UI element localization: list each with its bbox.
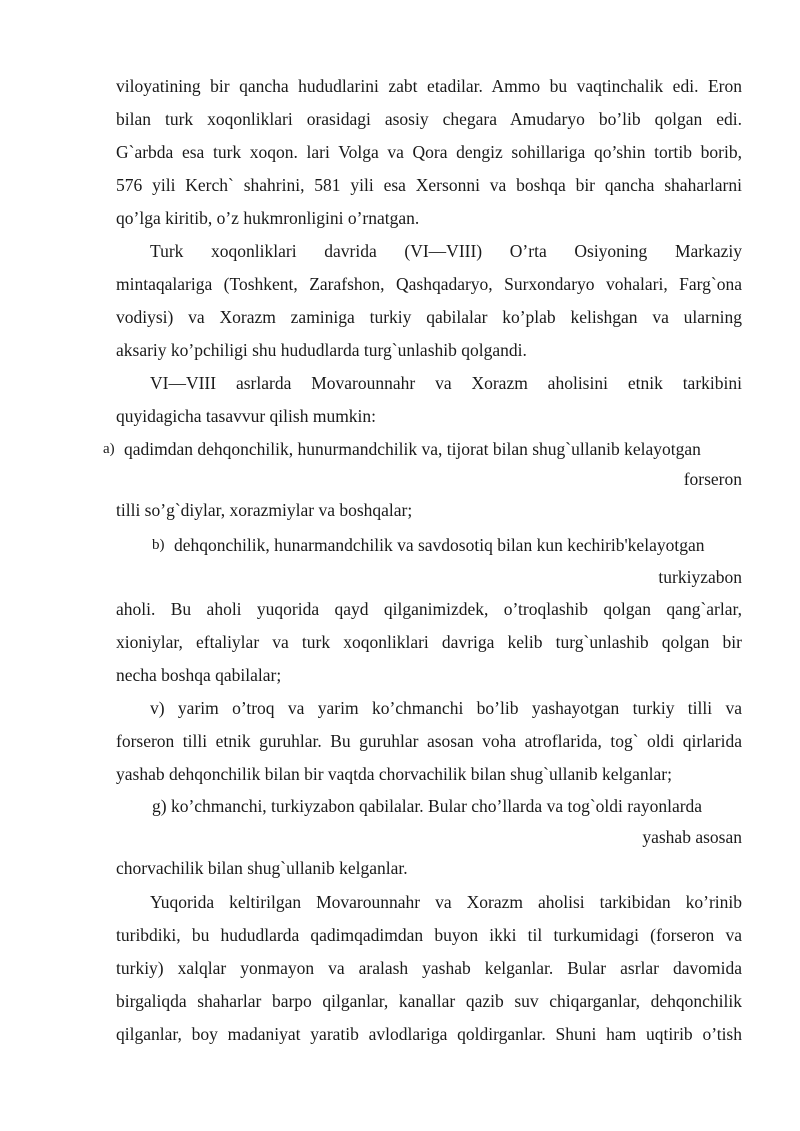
text-line: forseron tilli etnik guruhlar. Bu guruhlar asosan voha atroflarida, tog` oldi qirlarida [116, 731, 742, 751]
list-marker-b: b) [152, 537, 165, 553]
list-item-b-line: dehqonchilik, hunarmandchilik va savdosotiq bilan kun kechirib'kelayotgan [174, 535, 705, 555]
text-line: G`arbda esa turk xoqon. lari Volga va Qora dengiz sohillariga qo’shin tortib borib, [116, 142, 742, 162]
text-line: necha boshqa qabilalar; [116, 665, 282, 685]
text-line: viloyatining bir qancha hududlarini zabt etadilar. Ammo bu vaqtinchalik edi. Eron [116, 76, 742, 96]
text-line: mintaqalariga (Toshkent, Zarafshon, Qashqadaryo, Surxondaryo vohalari, Farg`ona [116, 274, 742, 294]
text-line: turkiy) xalqlar yonmayon va aralash yashab kelganlar. Bular asrlar davomida [116, 958, 742, 978]
text-line: yashab dehqonchilik bilan bir vaqtda chorvachilik bilan shug`ullanib kelganlar; [116, 764, 672, 784]
text-line: turkiyzabon [658, 567, 742, 587]
text-line: aholi. Bu aholi yuqorida qayd qilganimizdek, o’troqlashib qolgan qang`arlar, [116, 599, 742, 619]
list-item-g-line: g) ko’chmanchi, turkiyzabon qabilalar. Bular cho’llarda va tog`oldi rayonlarda [152, 796, 703, 816]
text-line: xioniylar, eftaliylar va turk xoqonliklari davriga kelib turg`unlashib qolgan bir [116, 632, 742, 652]
text-line: quyidagicha tasavvur qilish mumkin: [116, 406, 377, 426]
text-line: vodiysi) va Xorazm zaminiga turkiy qabilalar ko’plab kelishgan va ularning [116, 307, 742, 327]
text-line: turibdiki, bu hududlarda qadimqadimdan buyon ikki til turkumidagi (forseron va [116, 925, 742, 945]
list-marker-a: a) [103, 441, 115, 457]
text-line: chorvachilik bilan shug`ullanib kelganlar. [116, 858, 408, 878]
text-line: qilganlar, boy madaniyat yaratib avlodlariga qoldirganlar. Shuni ham uqtirib o’tish [116, 1024, 742, 1044]
paragraph-first-line: VI—VIII asrlarda Movarounnahr va Xorazm aholisini etnik tarkibini [150, 373, 742, 393]
text-line: forseron [683, 469, 742, 489]
text-line: yashab asosan [642, 827, 742, 847]
text-line: bilan turk xoqonliklari orasidagi asosiy chegara Amudaryo bo’lib qolgan edi. [116, 109, 742, 129]
text-line: birgaliqda shaharlar barpo qilganlar, kanallar qazib suv chiqarganlar, dehqonchilik [116, 991, 742, 1011]
text-line: tilli so’g`diylar, xorazmiylar va boshqalar; [116, 500, 413, 520]
paragraph-first-line: Yuqorida keltirilgan Movarounnahr va Xorazm aholisi tarkibidan ko’rinib [150, 892, 742, 912]
paragraph-first-line: Turk xoqonliklari davrida (VI—VIII) O’rta Osiyoning Markaziy [150, 241, 742, 261]
text-line: aksariy ko’pchiligi shu hududlarda turg`unlashib qolgandi. [116, 340, 527, 360]
list-item-a-line: qadimdan dehqonchilik, hunurmandchilik va, tijorat bilan shug`ullanib kelayotgan [124, 439, 701, 459]
text-line: qo’lga kiritib, o’z hukmronligini o’rnatgan. [116, 208, 420, 228]
list-item-v-line: v) yarim o’troq va yarim ko’chmanchi bo’lib yashayotgan turkiy tilli va [150, 698, 742, 718]
text-line: 576 yili Kerch` shahrini, 581 yili esa Xersonni va boshqa bir qancha shaharlarni [116, 175, 742, 195]
